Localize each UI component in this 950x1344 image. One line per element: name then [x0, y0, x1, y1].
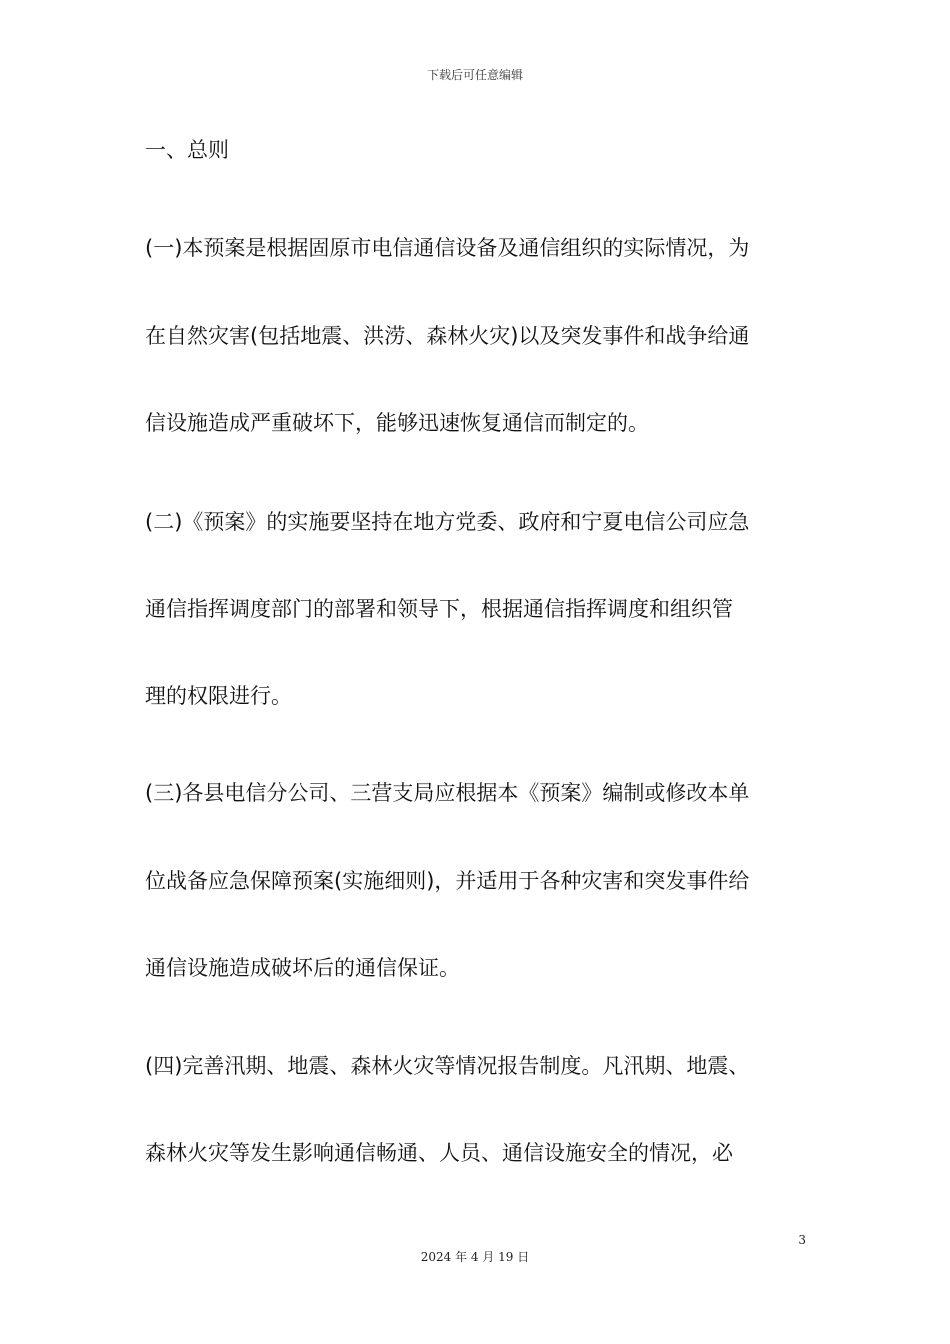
paragraph-line: 在自然灾害(包括地震、洪涝、森林火灾)以及突发事件和战争给通	[145, 324, 750, 348]
paragraph-line: 通信指挥调度部门的部署和领导下，根据通信指挥调度和组织管	[145, 597, 733, 621]
page-header: 下载后可任意编辑	[426, 68, 523, 82]
paragraph-line: (一)本预案是根据固原市电信通信设备及通信组织的实际情况，为	[145, 236, 750, 260]
paragraph-line: 通信设施造成破坏后的通信保证。	[145, 956, 460, 980]
section-heading: 一、总则	[145, 138, 229, 162]
paragraph-line: 位战备应急保障预案(实施细则)，并适用于各种灾害和突发事件给	[145, 869, 750, 893]
paragraph-line: (四)完善汛期、地震、森林火灾等情况报告制度。凡汛期、地震、	[145, 1054, 750, 1078]
paragraph-line: 理的权限进行。	[145, 684, 292, 708]
paragraph-line: 森林火灾等发生影响通信畅通、人员、通信设施安全的情况，必	[145, 1141, 733, 1165]
paragraph-line: (二)《预案》的实施要坚持在地方党委、政府和宁夏电信公司应急	[145, 510, 750, 534]
paragraph-line: 信设施造成严重破坏下，能够迅速恢复通信而制定的。	[145, 411, 649, 435]
paragraph-line: (三)各县电信分公司、三营支局应根据本《预案》编制或修改本单	[145, 781, 750, 805]
footer-date: 2024 年 4 月 19 日	[420, 1250, 530, 1264]
page-number: 3	[798, 1233, 806, 1247]
